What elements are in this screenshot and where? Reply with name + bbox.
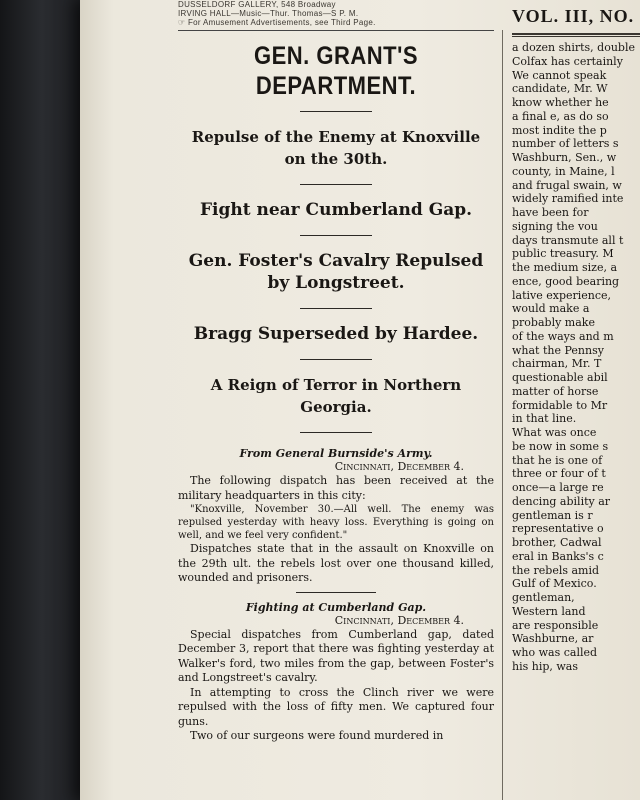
text-line: what the Pennsy	[512, 343, 604, 357]
text-line: three or four of t	[512, 467, 606, 481]
article-paragraph: Two of our surgeons were found murdered in	[190, 729, 444, 742]
text-line: have been for	[512, 206, 589, 219]
text-line: a final e, as do so	[512, 109, 609, 123]
article-paragraph: The following dispatch has been received at the military headquarters in this city:	[178, 474, 494, 502]
text-line: of the ways and m	[512, 329, 614, 343]
deck-headline: Repulse of the Enemy at Knoxville on the 30th.	[191, 128, 481, 168]
text-line: chairman, Mr. T	[512, 357, 602, 371]
text-line: Washburn, Sen., w	[512, 151, 617, 164]
article-heading: Fighting at Cumberland Gap.	[245, 600, 427, 614]
article-heading: From General Burnside's Army.	[239, 447, 433, 460]
ad-line: DUSSELDORF GALLERY, 548 Broadway	[178, 0, 336, 9]
text-line: county, in Maine, l	[512, 164, 615, 178]
text-line: probably make	[512, 316, 595, 329]
article-paragraph: In attempting to cross the Clinch river we were repulsed with the loss of fifty men. We captured four guns.	[178, 685, 494, 728]
text-line: the medium size, a	[512, 261, 618, 274]
deck-headline: A Reign of Terror in Northern Georgia.	[210, 376, 462, 416]
right-column	[512, 0, 640, 800]
column-rule	[502, 30, 503, 800]
text-line: that he is one of	[512, 453, 603, 467]
divider	[512, 33, 640, 35]
text-line: gentleman,	[512, 591, 575, 604]
text-line: lative experience,	[512, 288, 612, 302]
left-column	[178, 0, 494, 800]
divider	[300, 308, 372, 309]
text-line: ence, good bearing	[512, 274, 620, 288]
text-line: who was called	[512, 646, 598, 659]
text-line: be now in some s	[512, 439, 609, 453]
dateline: Cincinnati, December 4.	[334, 460, 464, 473]
text-line: in that line.	[512, 412, 577, 426]
article-paragraph: Special dispatches from Cumberland gap, dated December 3, report that there was fighting yesterday at Walker's ford, two miles from the gap, between Foster's and Longstreet's cavalry.	[178, 627, 494, 684]
article-quote: "Knoxville, November 30.—All well. The enemy was repulsed yesterday with heavy loss. Everything is going on well, and we feel very confident."	[178, 504, 494, 541]
text-line: widely ramified inte	[512, 192, 624, 206]
ad-line: ☞ For Amusement Advertisements, see Third Page.	[178, 18, 376, 27]
text-line: Western land	[512, 604, 586, 618]
divider	[512, 36, 640, 37]
dateline: Cincinnati, December 4.	[334, 613, 464, 627]
text-line: are responsible	[512, 618, 599, 632]
article-paragraph: Dispatches state that in the assault on Knoxville on the 29th ult. the rebels lost over one thousand killed, wounded and prisoners.	[178, 542, 494, 584]
newspaper-page	[80, 0, 640, 800]
text-line: his hip, was	[512, 659, 578, 673]
text-line: questionable abil	[512, 371, 608, 384]
deck-headline: Bragg Superseded by Hardee.	[193, 324, 479, 344]
text-line: What was once	[512, 426, 597, 439]
book-binding	[0, 0, 92, 800]
text-line: a dozen shirts, double	[512, 41, 635, 54]
main-headline: GEN. GRANT'S DEPARTMENT.	[253, 41, 419, 100]
volume-masthead: VOL. III, NO.	[512, 6, 635, 26]
text-line: days transmute all t	[512, 233, 624, 247]
text-line: matter of horse	[512, 384, 599, 398]
divider	[300, 432, 372, 433]
divider	[300, 235, 372, 236]
text-line: the rebels amid	[512, 563, 600, 577]
right-column-text	[512, 41, 640, 674]
text-line: brother, Cadwal	[512, 536, 602, 549]
text-line: dencing ability ar	[512, 494, 611, 508]
text-line: representative o	[512, 522, 604, 536]
text-line: know whether he	[512, 96, 609, 109]
divider	[178, 30, 494, 31]
text-line: once—a large re	[512, 481, 604, 494]
text-line: would make a	[512, 302, 590, 316]
ad-line: IRVING HALL—Music—Thur. Thomas—S P. M.	[178, 9, 359, 18]
text-line: signing the vou	[512, 219, 598, 233]
deck-headline: Fight near Cumberland Gap.	[199, 200, 473, 220]
text-line: most indite the p	[512, 123, 607, 137]
divider	[300, 111, 372, 112]
divider	[296, 592, 376, 593]
text-line: We cannot speak	[512, 68, 607, 82]
text-line: formidable to Mr	[512, 398, 608, 412]
text-line: eral in Banks's c	[512, 549, 604, 563]
text-line: Colfax has certainly	[512, 54, 623, 68]
text-line: public treasury. M	[512, 247, 614, 261]
divider	[300, 359, 372, 360]
text-line: and frugal swain, w	[512, 178, 622, 192]
text-line: Washburne, ar	[512, 632, 594, 646]
text-line: number of letters s	[512, 137, 619, 151]
text-line: Gulf of Mexico.	[512, 577, 597, 591]
divider	[300, 184, 372, 185]
text-line: candidate, Mr. W	[512, 82, 608, 96]
deck-headline: Gen. Foster's Cavalry Repulsed by Longstreet.	[188, 251, 484, 293]
text-line: gentleman is r	[512, 508, 593, 522]
